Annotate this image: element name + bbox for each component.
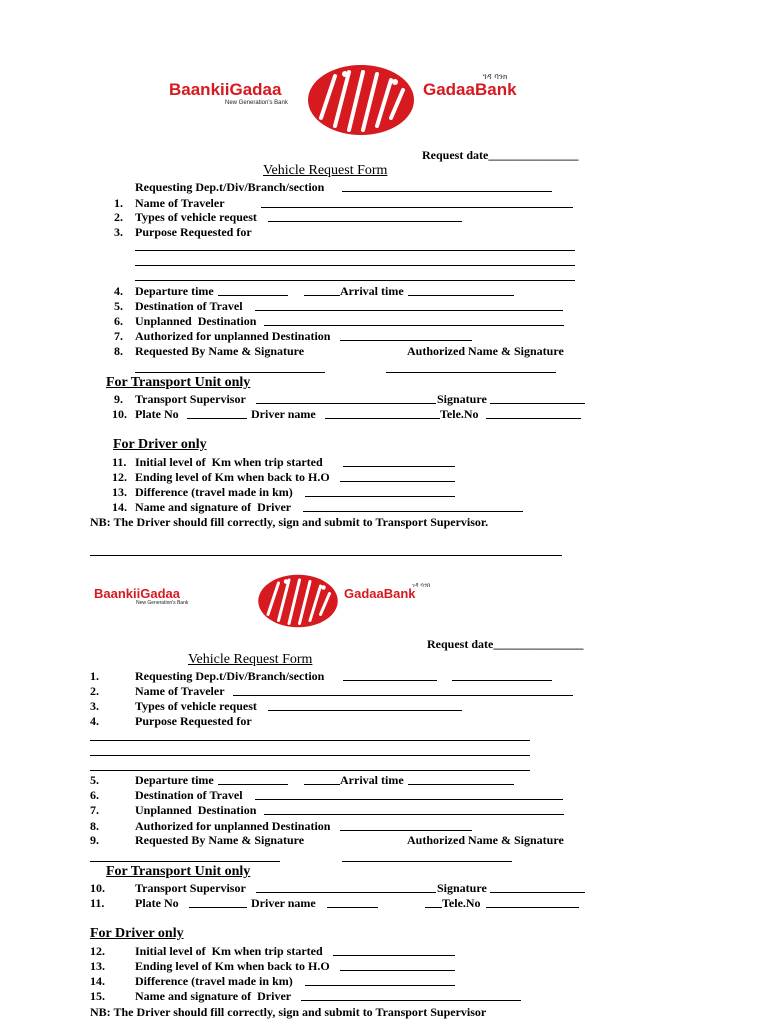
signature-label: Signature bbox=[437, 881, 487, 895]
item-number: 5. bbox=[114, 299, 123, 313]
item-label: Authorized for unplanned Destination bbox=[135, 329, 331, 343]
driver-signature-field[interactable] bbox=[301, 1000, 521, 1001]
supervisor-signature-field[interactable] bbox=[490, 892, 585, 893]
item-number: 10. bbox=[90, 881, 105, 895]
item-number: 2. bbox=[114, 210, 123, 224]
tele-no-field[interactable] bbox=[486, 907, 579, 908]
driver-only-heading: For Driver only bbox=[113, 437, 207, 452]
purpose-line-2[interactable] bbox=[135, 265, 575, 266]
nb-note: NB: The Driver should fill correctly, sign and submit to Transport Supervisor bbox=[90, 1005, 487, 1019]
tele-no-field[interactable] bbox=[486, 418, 581, 419]
item-label: Destination of Travel bbox=[135, 299, 243, 313]
item-label: Name of Traveler bbox=[135, 196, 225, 210]
authorized-unplanned-field[interactable] bbox=[340, 830, 472, 831]
item-label: Difference (travel made in km) bbox=[135, 974, 293, 988]
item-number: 7. bbox=[114, 329, 123, 343]
traveler-name-field[interactable] bbox=[261, 207, 573, 208]
destination-field[interactable] bbox=[255, 799, 563, 800]
item-label: Plate No bbox=[135, 407, 179, 421]
plate-no-field[interactable] bbox=[189, 907, 247, 908]
item-label: Authorized for unplanned Destination bbox=[135, 819, 331, 833]
driver-name-label: Driver name bbox=[251, 896, 316, 910]
departure-time-field-2[interactable] bbox=[304, 784, 340, 785]
bank-emblem-icon bbox=[307, 64, 415, 136]
item-label: Ending level of Km when back to H.O bbox=[135, 959, 330, 973]
item-number: 4. bbox=[90, 714, 99, 728]
item-number: 13. bbox=[112, 485, 127, 499]
logo-amharic-name: ገዳ ባንክ bbox=[412, 582, 431, 589]
traveler-name-field[interactable] bbox=[233, 695, 573, 696]
transport-supervisor-field[interactable] bbox=[256, 892, 436, 893]
authorized-name-label: Authorized Name & Signature bbox=[407, 344, 564, 358]
unplanned-destination-field[interactable] bbox=[264, 814, 564, 815]
transport-unit-heading: For Transport Unit only bbox=[106, 375, 251, 390]
requesting-dept-field-2[interactable] bbox=[452, 680, 552, 681]
item-number: 8. bbox=[114, 344, 123, 358]
item-label: Requesting Dep.t/Div/Branch/section bbox=[135, 669, 325, 683]
item-number: 5. bbox=[90, 773, 99, 787]
driver-signature-field[interactable] bbox=[303, 511, 523, 512]
plate-no-field[interactable] bbox=[187, 418, 247, 419]
signature-label: Signature bbox=[437, 392, 487, 406]
item-number: 9. bbox=[114, 392, 123, 406]
item-number: 13. bbox=[90, 959, 105, 973]
transport-supervisor-field[interactable] bbox=[256, 403, 436, 404]
request-date: Request date_______________ bbox=[422, 148, 579, 162]
logo-tagline: New Generation's Bank bbox=[225, 100, 288, 106]
item-label: Departure time bbox=[135, 284, 214, 298]
logo-left-name: BaankiiGadaa bbox=[94, 586, 180, 601]
item-number: 9. bbox=[90, 833, 99, 847]
authorized-signature-field[interactable] bbox=[342, 861, 512, 862]
transport-unit-heading: For Transport Unit only bbox=[106, 864, 251, 879]
nb-note: NB: The Driver should fill correctly, sign and submit to Transport Supervisor. bbox=[90, 515, 489, 529]
departure-time-field[interactable] bbox=[218, 784, 288, 785]
difference-km-field[interactable] bbox=[305, 496, 455, 497]
supervisor-signature-field[interactable] bbox=[490, 403, 585, 404]
item-label: Departure time bbox=[135, 773, 214, 787]
item-number: 8. bbox=[90, 819, 99, 833]
item-label: Types of vehicle request bbox=[135, 699, 257, 713]
item-label: Name and signature of Driver bbox=[135, 500, 292, 514]
initial-km-field[interactable] bbox=[333, 955, 455, 956]
cut-line bbox=[90, 555, 562, 556]
item-number: 12. bbox=[90, 944, 105, 958]
request-date: Request date_______________ bbox=[427, 637, 584, 651]
driver-name-field[interactable] bbox=[327, 907, 378, 908]
item-label: Ending level of Km when back to H.O bbox=[135, 470, 330, 484]
item-number: 14. bbox=[90, 974, 105, 988]
departure-time-field-2[interactable] bbox=[304, 295, 340, 296]
driver-name-label: Driver name bbox=[251, 407, 316, 421]
bank-emblem-icon bbox=[256, 574, 340, 628]
item-label: Destination of Travel bbox=[135, 788, 243, 802]
item-label: Transport Supervisor bbox=[135, 392, 246, 406]
purpose-line-3[interactable] bbox=[135, 280, 575, 281]
difference-km-field[interactable] bbox=[305, 985, 455, 986]
item-label: Requested By Name & Signature bbox=[135, 833, 305, 847]
item-label: Initial level of Km when trip started bbox=[135, 944, 323, 958]
logo-left-name: BaankiiGadaa bbox=[169, 80, 282, 99]
bank-logo-bottom bbox=[90, 570, 470, 630]
purpose-line-1[interactable] bbox=[135, 250, 575, 251]
requested-by-signature-field[interactable] bbox=[90, 861, 280, 862]
driver-name-field-2[interactable] bbox=[425, 907, 442, 908]
arrival-time-label: Arrival time bbox=[340, 773, 404, 787]
unplanned-destination-field[interactable] bbox=[264, 325, 564, 326]
arrival-time-field[interactable] bbox=[408, 295, 514, 296]
initial-km-field[interactable] bbox=[343, 466, 455, 467]
item-label: Name and signature of Driver bbox=[135, 989, 292, 1003]
item-number: 3. bbox=[90, 699, 99, 713]
form-title: Vehicle Request Form bbox=[188, 652, 313, 667]
item-number: 7. bbox=[90, 803, 99, 817]
item-number: 4. bbox=[114, 284, 123, 298]
purpose-line-3[interactable] bbox=[90, 770, 530, 771]
item-label: Name of Traveler bbox=[135, 684, 225, 698]
item-number: 12. bbox=[112, 470, 127, 484]
bank-logo-top bbox=[165, 60, 545, 140]
purpose-line-2[interactable] bbox=[90, 755, 530, 756]
item-number: 1. bbox=[114, 196, 123, 210]
item-label: Purpose Requested for bbox=[135, 714, 252, 728]
destination-field[interactable] bbox=[255, 310, 563, 311]
arrival-time-label: Arrival time bbox=[340, 284, 404, 298]
requesting-dept-field[interactable] bbox=[342, 191, 552, 192]
driver-only-heading: For Driver only bbox=[90, 926, 184, 941]
logo-amharic-name: ገዳ ባንክ bbox=[483, 72, 508, 81]
item-number: 6. bbox=[90, 788, 99, 802]
tele-no-label: Tele.No bbox=[442, 896, 481, 910]
logo-right-name: GadaaBank bbox=[423, 80, 517, 99]
item-number: 6. bbox=[114, 314, 123, 328]
item-number: 1. bbox=[90, 669, 99, 683]
requesting-dept-field[interactable] bbox=[343, 680, 437, 681]
item-number: 14. bbox=[112, 500, 127, 514]
ending-km-field[interactable] bbox=[340, 481, 455, 482]
item-number: 11. bbox=[112, 455, 127, 469]
vehicle-type-field[interactable] bbox=[268, 221, 462, 222]
item-label: Requested By Name & Signature bbox=[135, 344, 305, 358]
item-label: Unplanned Destination bbox=[135, 803, 257, 817]
requested-by-signature-field[interactable] bbox=[135, 372, 325, 373]
purpose-line-1[interactable] bbox=[90, 740, 530, 741]
item-label: Types of vehicle request bbox=[135, 210, 257, 224]
authorized-name-label: Authorized Name & Signature bbox=[407, 833, 564, 847]
item-number: 11. bbox=[90, 896, 105, 910]
arrival-time-field[interactable] bbox=[408, 784, 514, 785]
item-label: Purpose Requested for bbox=[135, 225, 252, 239]
item-number: 10. bbox=[112, 407, 127, 421]
item-label: Transport Supervisor bbox=[135, 881, 246, 895]
item-number: 15. bbox=[90, 989, 105, 1003]
logo-right-name: GadaaBank bbox=[344, 586, 416, 601]
vehicle-type-field[interactable] bbox=[268, 710, 462, 711]
form-title: Vehicle Request Form bbox=[263, 163, 388, 178]
requesting-dept-label: Requesting Dep.t/Div/Branch/section bbox=[135, 180, 325, 194]
ending-km-field[interactable] bbox=[340, 970, 455, 971]
logo-tagline: New Generation's Bank bbox=[136, 600, 189, 606]
item-number: 3. bbox=[114, 225, 123, 239]
tele-no-label: Tele.No bbox=[440, 407, 479, 421]
item-label: Initial level of Km when trip started bbox=[135, 455, 323, 469]
departure-time-field[interactable] bbox=[218, 295, 288, 296]
item-number: 2. bbox=[90, 684, 99, 698]
item-label: Difference (travel made in km) bbox=[135, 485, 293, 499]
driver-name-field[interactable] bbox=[325, 418, 440, 419]
authorized-signature-field[interactable] bbox=[386, 372, 556, 373]
item-label: Unplanned Destination bbox=[135, 314, 257, 328]
authorized-unplanned-field[interactable] bbox=[340, 340, 472, 341]
item-label: Plate No bbox=[135, 896, 179, 910]
